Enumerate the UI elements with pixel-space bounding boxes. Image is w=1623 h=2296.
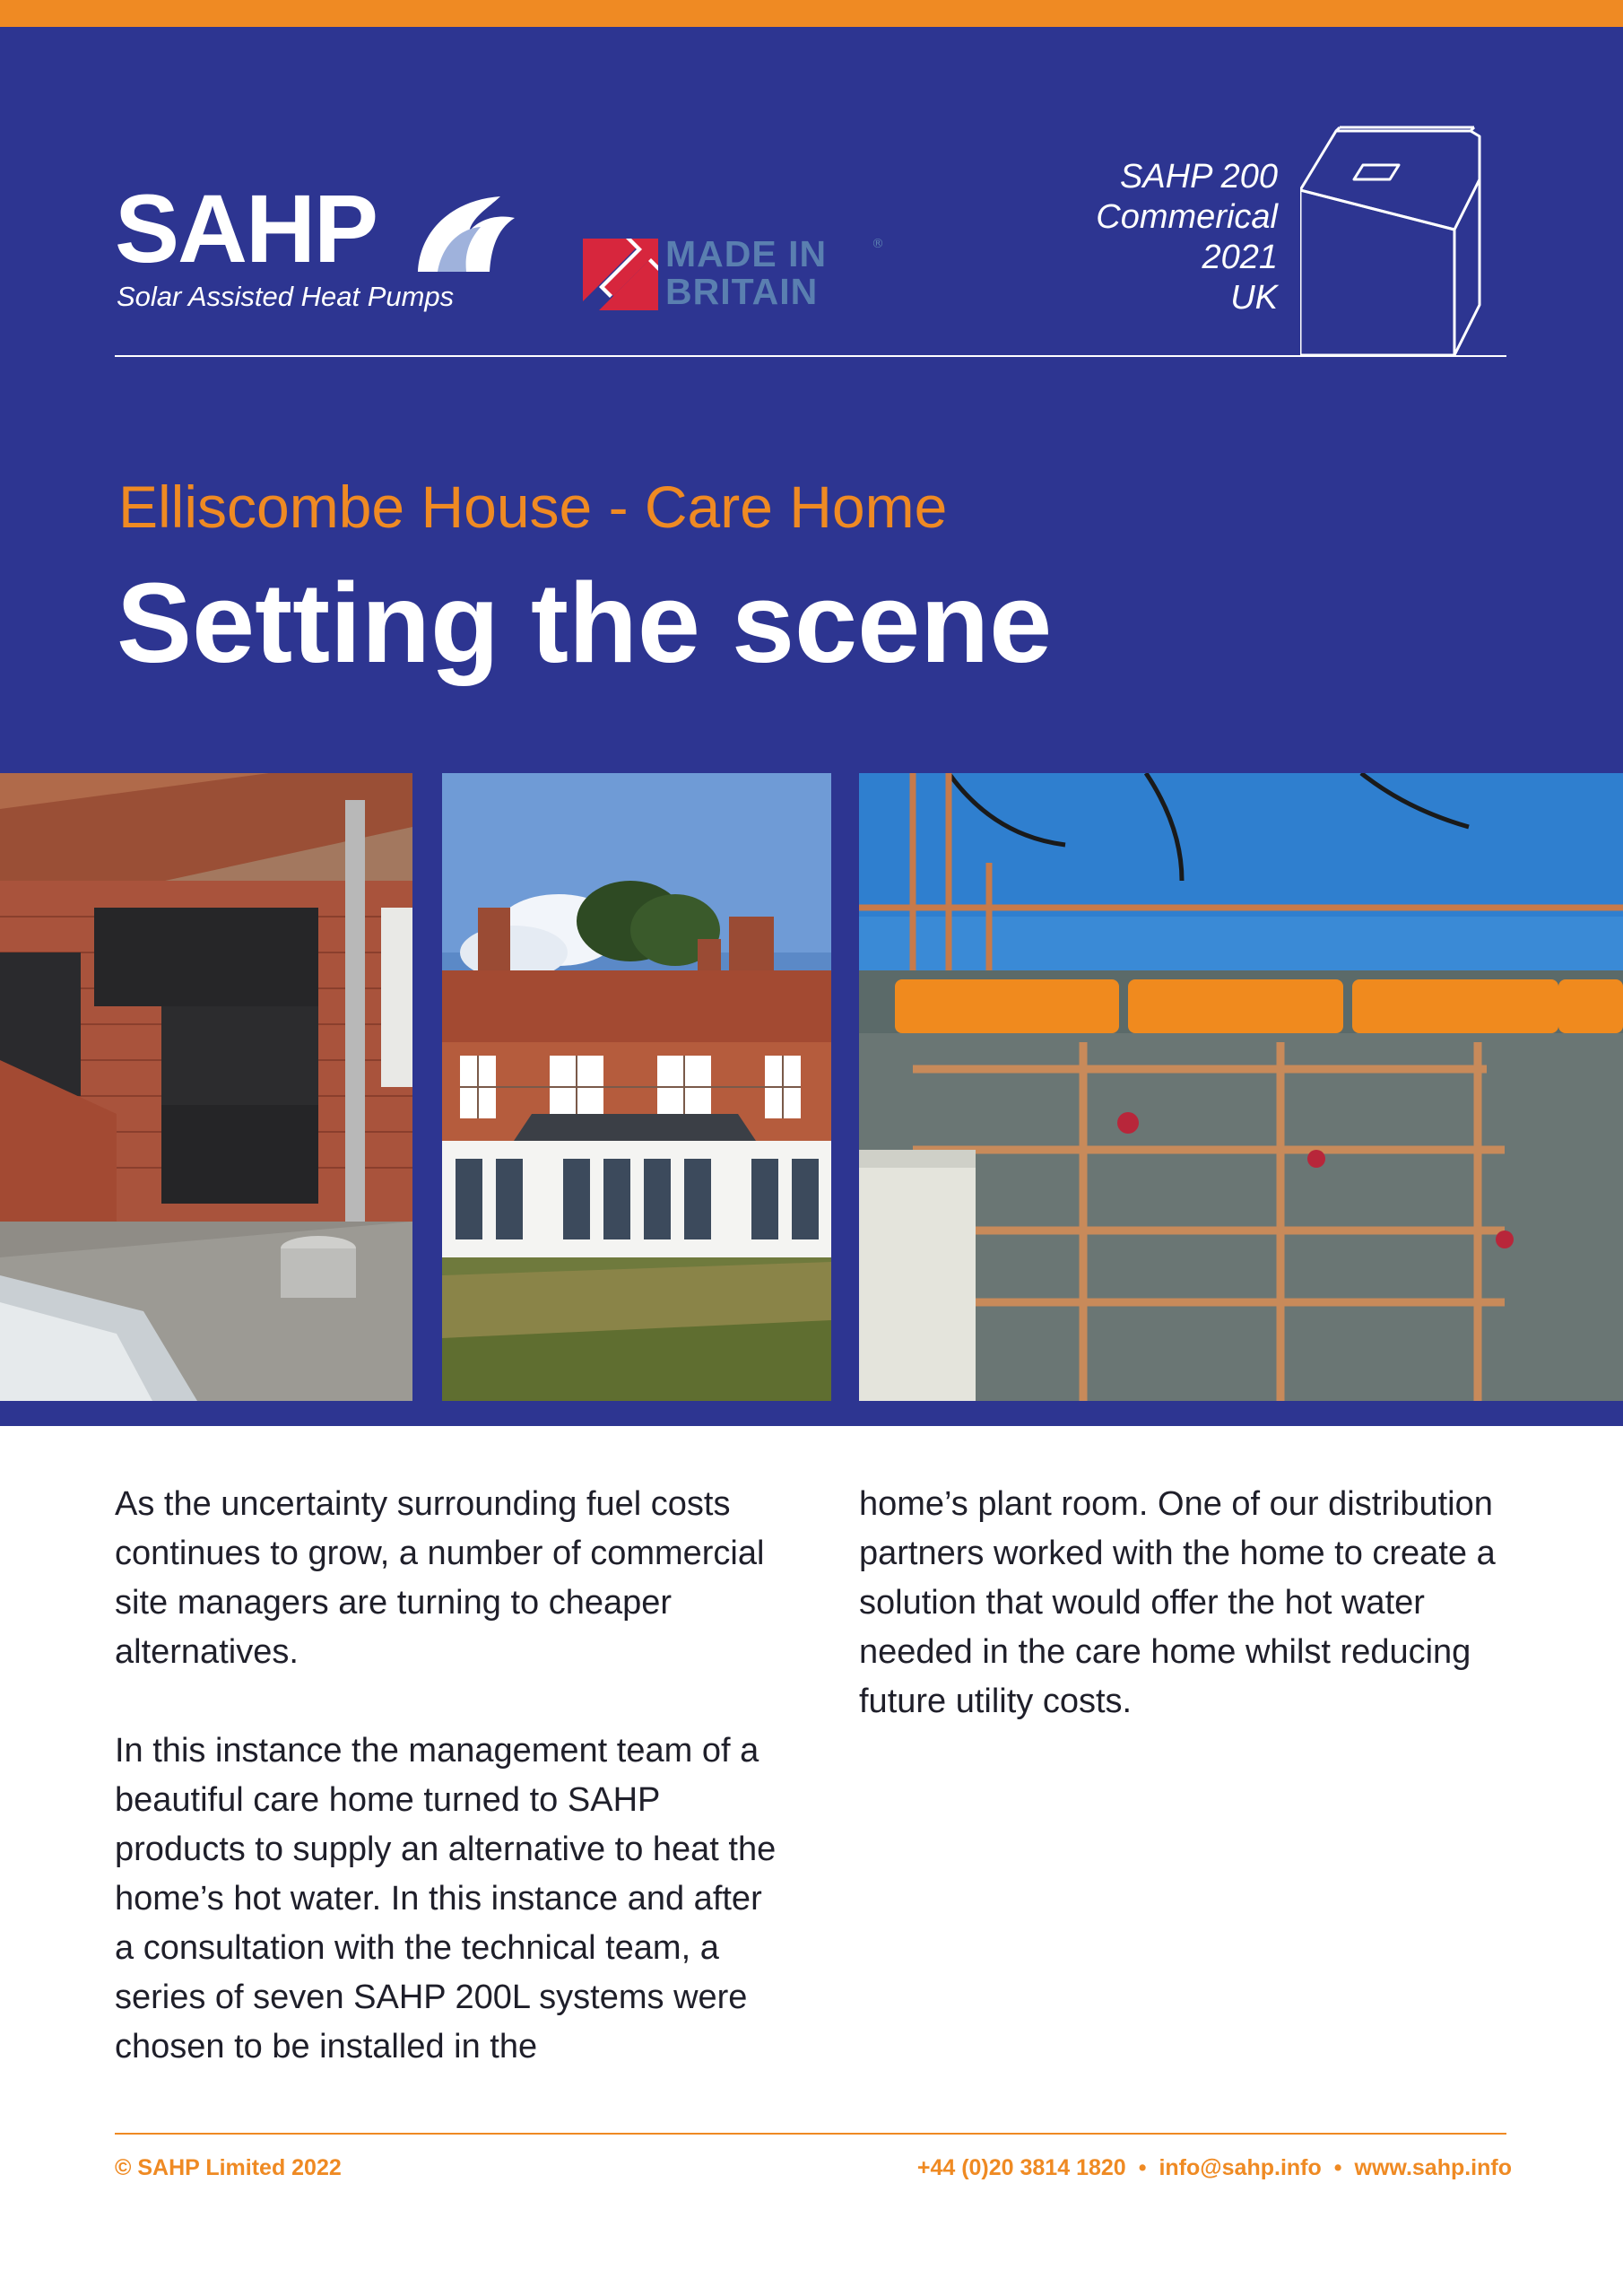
body-column-right	[859, 1480, 1523, 1776]
case-study-subtitle: Elliscombe House - Care Home	[118, 474, 948, 540]
union-arrow-icon	[583, 239, 658, 310]
footer-divider	[115, 2133, 1506, 2135]
body-paragraph: As the uncertainty surrounding fuel costs continues to grow, a number of commercial site managers are turning to cheaper alternatives.	[115, 1485, 765, 1671]
wave-icon	[411, 191, 518, 276]
mib-line2: BRITAIN	[665, 271, 819, 312]
logo-tagline: Solar Assisted Heat Pumps	[117, 281, 455, 312]
logo-wordmark: SAHP	[115, 174, 378, 283]
registered-mark: ®	[872, 237, 884, 251]
made-in-britain-mark	[583, 235, 888, 310]
footer-email-link[interactable]: info@sahp.info	[1159, 2155, 1322, 2180]
body-column-left	[115, 1480, 778, 2121]
badge-region: UK	[1230, 279, 1278, 317]
footer-website-link[interactable]: www.sahp.info	[1354, 2155, 1512, 2180]
footer-copyright: © SAHP Limited 2022	[115, 2155, 342, 2180]
product-badge	[1096, 157, 1278, 318]
photo-rooftop-solar-panels	[0, 773, 412, 1401]
body-paragraph: home’s plant room. One of our distribution partners worked with the home to create a solution that would offer the hot water needed in the care home whilst reducing future utility costs.	[859, 1485, 1496, 1720]
badge-category: Commerical	[1096, 198, 1278, 236]
footer-contact	[917, 2155, 1512, 2181]
page-title: Setting the scene	[117, 560, 1053, 686]
footer-phone[interactable]: +44 (0)20 3814 1820	[916, 2155, 1126, 2180]
body-paragraph: In this instance the management team of a beautiful care home turned to SAHP products to supply an alternative to heat the home’s hot water. In this instance and after a consultation with the technical team, a series of seven SAHP 200L systems were chosen to be installed in the	[115, 1732, 777, 2066]
top-accent-stripe	[0, 0, 1623, 27]
heat-pump-unit-icon	[1300, 126, 1506, 359]
photo-care-home-exterior	[442, 773, 831, 1401]
mib-line1: MADE IN	[665, 233, 828, 274]
footer-separator: •	[1138, 2155, 1147, 2180]
footer-separator: •	[1333, 2155, 1342, 2180]
photo-plant-room-heat-pumps	[859, 773, 1623, 1401]
sahp-logo	[115, 174, 500, 318]
badge-year: 2021	[1202, 239, 1278, 276]
header-divider	[115, 355, 1506, 357]
badge-model: SAHP 200	[1119, 158, 1278, 196]
made-in-britain-text	[665, 235, 827, 310]
